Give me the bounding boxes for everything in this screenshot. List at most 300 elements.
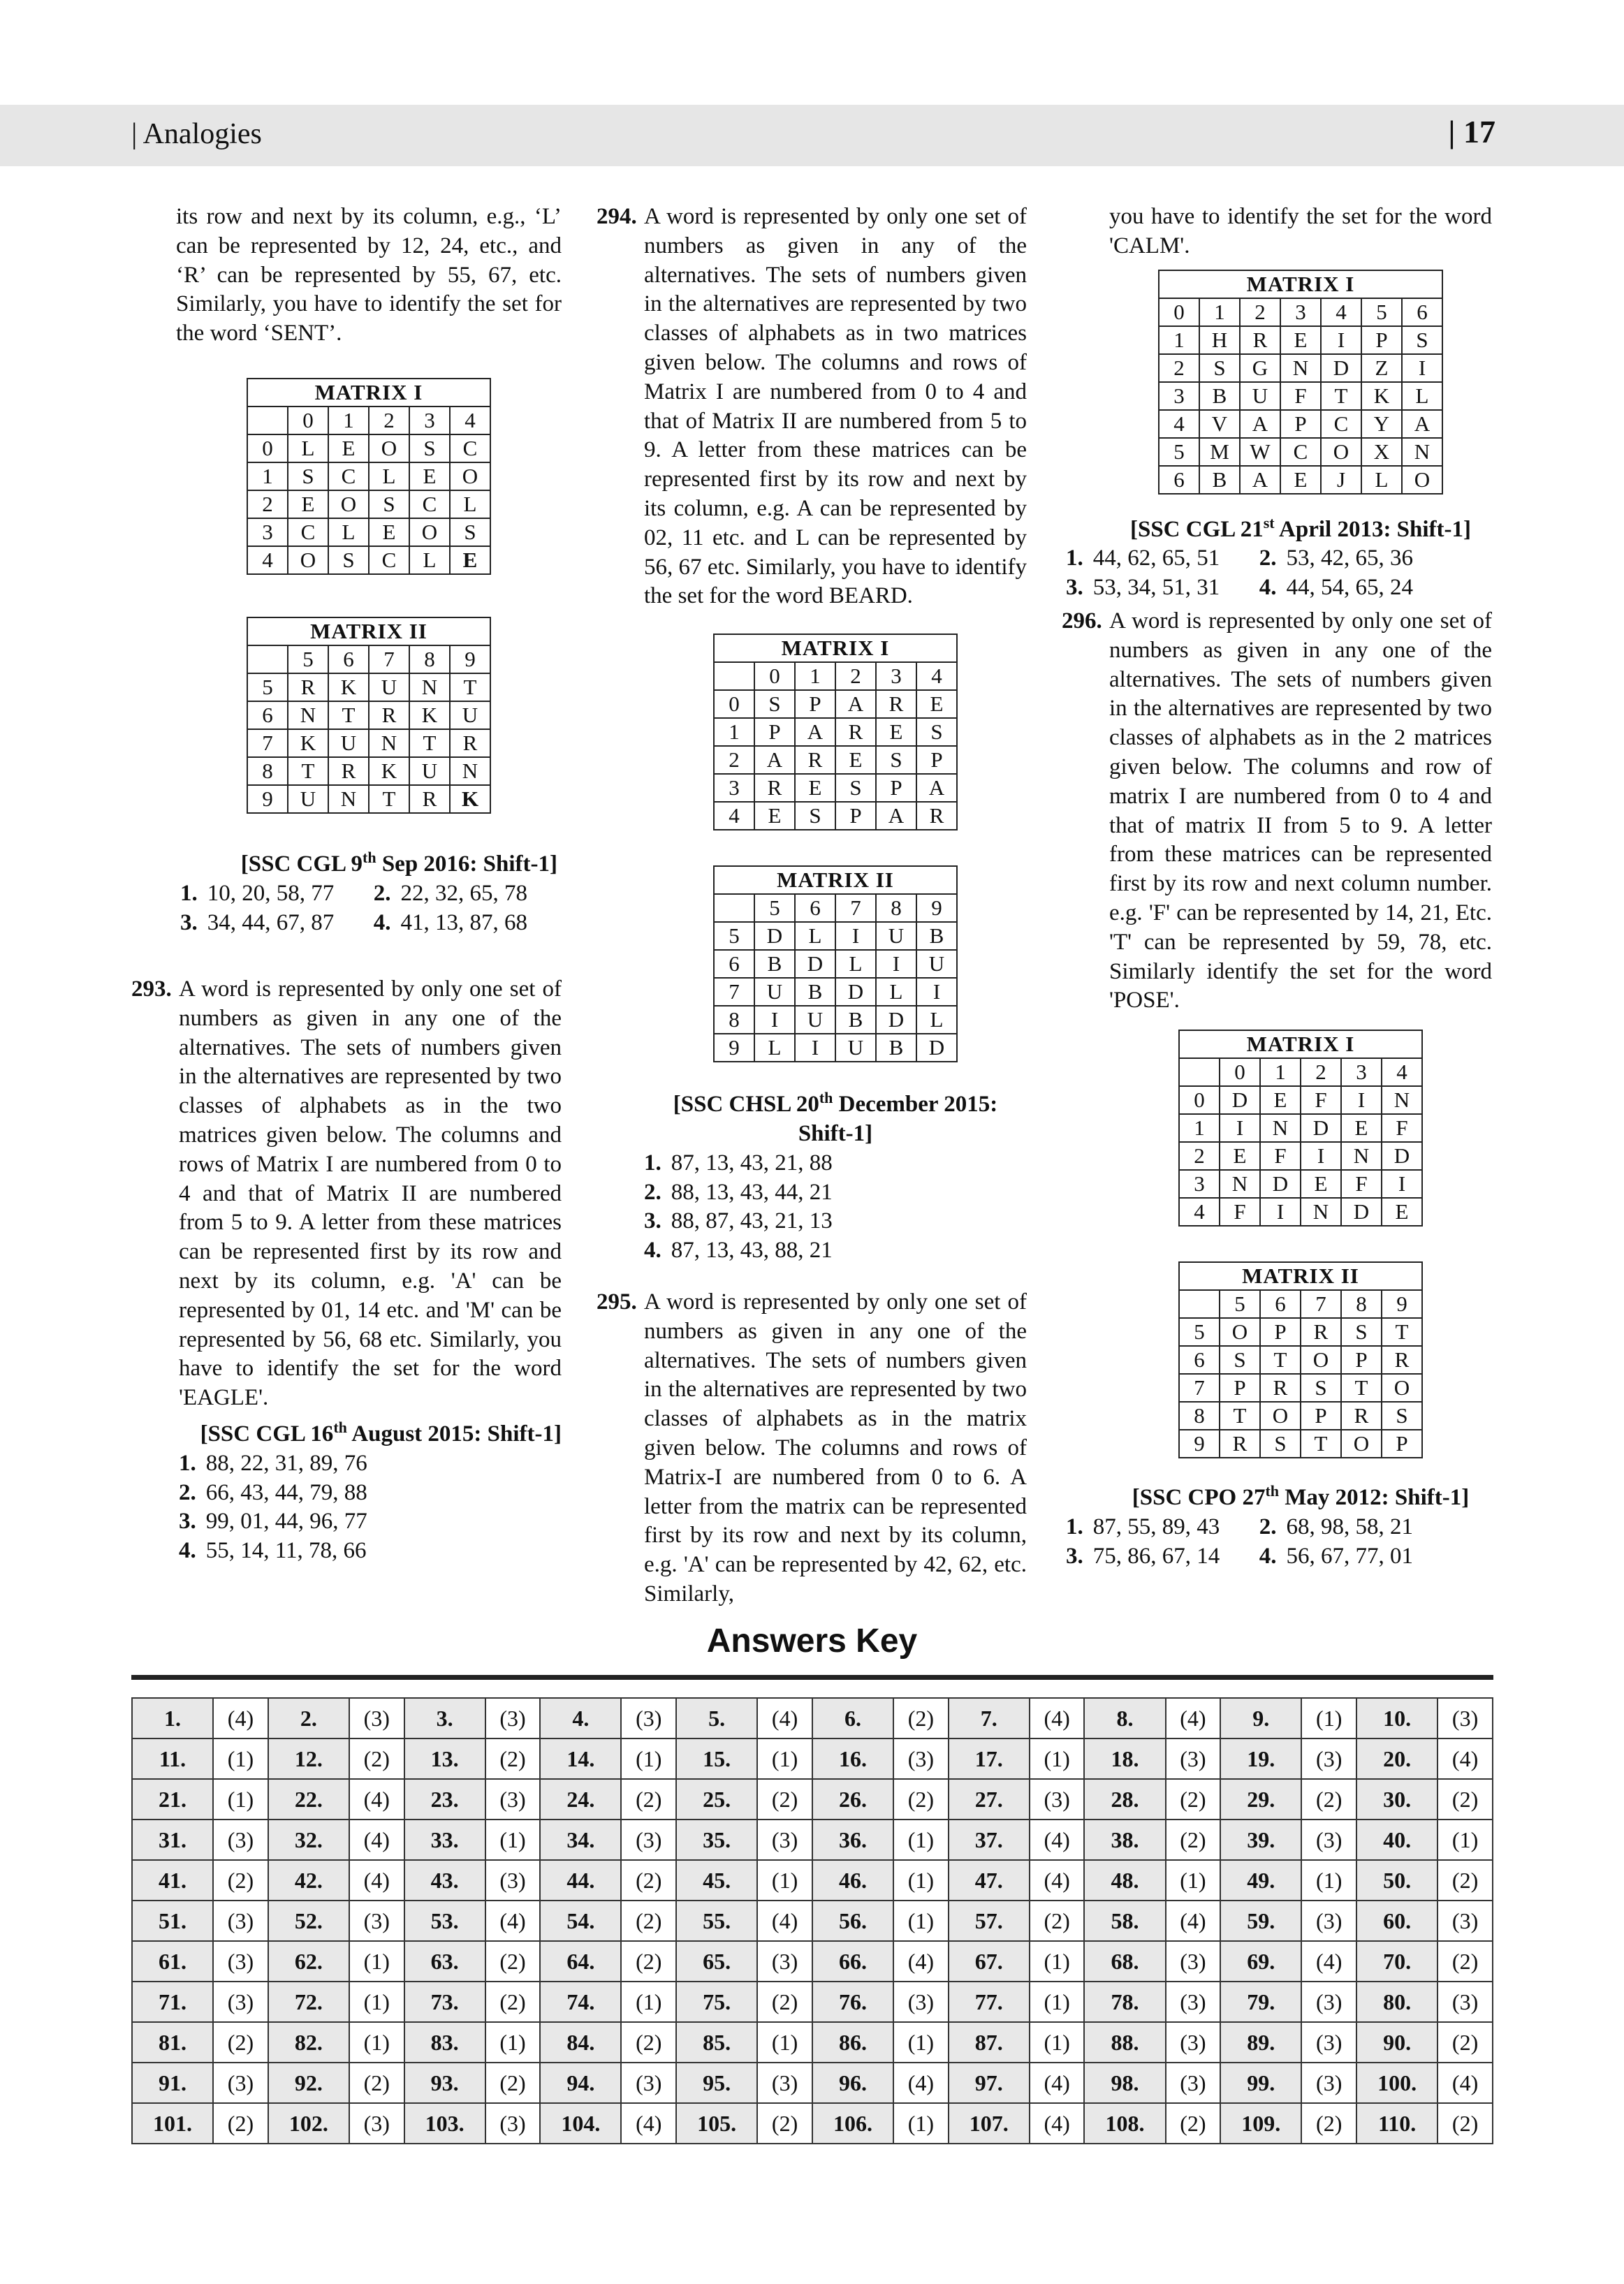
answer-question-number: 25. [676, 1779, 757, 1820]
matrix-cell: O [1260, 1402, 1301, 1430]
matrix-row-label: 0 [714, 690, 754, 718]
option-row [1062, 544, 1492, 573]
matrix-cell: D [1382, 1142, 1422, 1170]
matrix-cell: R [1220, 1430, 1260, 1458]
option-number: 3. [644, 1208, 661, 1234]
matrix-cell: K [1361, 382, 1402, 410]
answer-question-number: 108. [1084, 2103, 1165, 2144]
answer-question-number: 92. [268, 2063, 349, 2103]
q293-source: [SSC CGL 16th August 2015: Shift-1] [200, 1418, 562, 1447]
matrix-cell: P [1341, 1346, 1382, 1374]
matrix-row-label: 8 [714, 1006, 754, 1034]
matrix-cell: P [1280, 410, 1321, 438]
answers-row [132, 1779, 1493, 1820]
matrix-cell: O [1301, 1346, 1341, 1374]
matrix-cell: U [409, 757, 450, 785]
answer-option: (1) [1301, 1698, 1356, 1738]
matrix-cell: S [1341, 1318, 1382, 1346]
answer-option: (4) [757, 1698, 812, 1738]
answer-option: (3) [213, 1982, 268, 2022]
matrix-cell: F [1382, 1114, 1422, 1142]
answer-option: (1) [621, 1982, 676, 2022]
answer-question-number: 46. [812, 1860, 893, 1901]
q295-matrix [1158, 270, 1443, 495]
matrix-col-label: 3 [876, 662, 916, 690]
matrix-cell: N [1402, 438, 1442, 466]
matrix-cell: I [1382, 1170, 1422, 1198]
matrix-row-label: 2 [1179, 1142, 1220, 1170]
answer-question-number: 74. [540, 1982, 621, 2022]
answer-option: (2) [757, 1779, 812, 1820]
matrix-cell: D [1220, 1086, 1260, 1114]
answer-question-number: 80. [1356, 1982, 1438, 2022]
answer-option: (1) [213, 1779, 268, 1820]
matrix-cell: P [1382, 1430, 1422, 1458]
answer-question-number: 68. [1084, 1941, 1165, 1982]
answer-question-number: 17. [949, 1738, 1030, 1779]
matrix-cell: F [1301, 1086, 1341, 1114]
answer-option: (4) [893, 1941, 949, 1982]
option-number: 3. [180, 909, 198, 935]
answer-question-number: 56. [812, 1901, 893, 1941]
matrix-row-label: 7 [1179, 1374, 1220, 1402]
answer-question-number: 16. [812, 1738, 893, 1779]
matrix-row-label: 2 [714, 746, 754, 774]
answer-question-number: 57. [949, 1901, 1030, 1941]
answer-question-number: 95. [676, 2063, 757, 2103]
q293-block [131, 975, 562, 1566]
answer-option: (2) [485, 1941, 541, 1982]
answer-option: (1) [893, 1901, 949, 1941]
matrix-cell: L [328, 518, 369, 546]
answer-option: (2) [621, 1941, 676, 1982]
q292-source: [SSC CGL 9th Sep 2016: Shift-1] [240, 848, 557, 877]
q294-options [644, 1149, 1027, 1266]
answer-option: (2) [1438, 1860, 1493, 1901]
matrix-cell: P [835, 802, 876, 830]
answer-question-number: 93. [404, 2063, 485, 2103]
matrix-col-label: 0 [1220, 1058, 1260, 1086]
matrix-row-label: 3 [1159, 382, 1199, 410]
matrix-cell: A [876, 802, 916, 830]
matrix-col-label: 0 [754, 662, 795, 690]
matrix-row-label: 9 [247, 785, 288, 813]
matrix-row-label: 4 [1159, 410, 1199, 438]
answer-question-number: 75. [676, 1982, 757, 2022]
matrix-corner [247, 407, 288, 434]
matrix-cell: I [1402, 354, 1442, 382]
answer-question-number: 90. [1356, 2022, 1438, 2063]
matrix-cell: R [1382, 1346, 1422, 1374]
matrix-col-label: 8 [409, 645, 450, 673]
answers-row [132, 2022, 1493, 2063]
answer-option: (2) [621, 1901, 676, 1941]
matrix-cell: O [369, 434, 409, 462]
answer-question-number: 72. [268, 1982, 349, 2022]
answer-question-number: 99. [1220, 2063, 1301, 2103]
option-number: 2. [1259, 1514, 1277, 1539]
option-number: 4. [1259, 1543, 1277, 1569]
answer-option: (2) [485, 2063, 541, 2103]
matrix-cell: T [369, 785, 409, 813]
answer-question-number: 30. [1356, 1779, 1438, 1820]
answer-option: (3) [1301, 1738, 1356, 1779]
answer-question-number: 53. [404, 1901, 485, 1941]
answer-option: (4) [1166, 1698, 1221, 1738]
q292-matrix-1 [247, 378, 491, 575]
answer-option: (1) [1030, 1982, 1085, 2022]
matrix-cell: F [1280, 382, 1321, 410]
matrix-cell: S [288, 462, 328, 490]
answer-question-number: 35. [676, 1820, 757, 1860]
matrix-cell: A [835, 690, 876, 718]
option-number: 1. [1066, 1514, 1083, 1539]
option-row [179, 1479, 562, 1508]
matrix-cell: U [754, 978, 795, 1006]
matrix-col-label: 1 [1199, 298, 1240, 326]
matrix-row-label: 8 [247, 757, 288, 785]
option-text: 44, 62, 65, 51 [1092, 546, 1220, 571]
matrix-cell: K [450, 785, 490, 813]
matrix-col-label: 2 [1301, 1058, 1341, 1086]
answer-question-number: 102. [268, 2103, 349, 2144]
answer-option: (3) [213, 1941, 268, 1982]
option-row [179, 1507, 562, 1537]
matrix-cell: W [1240, 438, 1280, 466]
answer-question-number: 87. [949, 2022, 1030, 2063]
answer-question-number: 23. [404, 1779, 485, 1820]
matrix-row-label: 7 [714, 978, 754, 1006]
matrix-corner [1179, 1058, 1220, 1086]
matrix-cell: T [1220, 1402, 1260, 1430]
answers-row [132, 1901, 1493, 1941]
matrix-cell: P [1301, 1402, 1341, 1430]
matrix-cell: N [450, 757, 490, 785]
answer-option: (1) [1166, 1860, 1221, 1901]
answer-option: (1) [1030, 1738, 1085, 1779]
matrix-cell: S [835, 774, 876, 802]
answer-question-number: 22. [268, 1779, 349, 1820]
answer-question-number: 19. [1220, 1738, 1301, 1779]
matrix-cell: T [328, 701, 369, 729]
matrix-col-label: 3 [1280, 298, 1321, 326]
option-row [644, 1207, 1027, 1236]
matrix-cell: E [916, 690, 957, 718]
matrix-cell: E [409, 462, 450, 490]
answers-row [132, 1982, 1493, 2022]
matrix-cell: T [450, 673, 490, 701]
answer-option: (4) [1438, 1738, 1493, 1779]
q294-source: [SSC CHSL 20th December 2015: Shift-1] [673, 1089, 998, 1146]
matrix-cell: L [835, 950, 876, 978]
matrix-cell: F [1260, 1142, 1301, 1170]
option-text: 41, 13, 87, 68 [400, 909, 527, 935]
option-text: 66, 43, 44, 79, 88 [205, 1479, 367, 1505]
answer-option: (4) [1438, 2063, 1493, 2103]
q295-number: 295. [597, 1289, 637, 1315]
matrix-cell: T [288, 757, 328, 785]
matrix-cell: D [916, 1034, 957, 1062]
matrix-row-label: 6 [1159, 466, 1199, 494]
answer-option: (2) [1438, 1941, 1493, 1982]
q296-options [1062, 1513, 1492, 1572]
matrix-title: MATRIX I [714, 634, 957, 662]
answer-option: (2) [1438, 2103, 1493, 2144]
matrix-cell: S [876, 746, 916, 774]
answer-question-number: 83. [404, 2022, 485, 2063]
answer-option: (1) [757, 1738, 812, 1779]
matrix-title: MATRIX II [1179, 1262, 1422, 1290]
matrix-cell: R [754, 774, 795, 802]
matrix-row-label: 3 [247, 518, 288, 546]
option-number: 1. [1066, 546, 1083, 571]
matrix-col-label: 1 [795, 662, 835, 690]
answer-option: (3) [757, 1941, 812, 1982]
matrix-cell: K [369, 757, 409, 785]
answers-row [132, 1941, 1493, 1982]
answer-question-number: 12. [268, 1738, 349, 1779]
matrix-cell: I [1301, 1142, 1341, 1170]
matrix-col-label: 4 [1321, 298, 1361, 326]
matrix-cell: N [1260, 1114, 1301, 1142]
q294-text: A word is represented by only one set of numbers as given in any of the alternatives. The sets of numbers given in the alternatives are represented by two classes of alphabets as in two matrices given below. The columns and rows of Matrix I are numbered from 0 to 4 and that of Matrix II are numbered from 5 to 9. A letter from these matrices can be represented first by its row and next by its column, e.g. A can be represented by 02, 11 etc. and L can be represented by 56, 67 etc. Similarly, you have to identify the set for the word BEARD. [644, 204, 1027, 609]
matrix-col-label: 5 [1220, 1290, 1260, 1318]
matrix-cell: J [1321, 466, 1361, 494]
q294-matrix-2 [713, 865, 958, 1062]
matrix-col-label: 0 [1159, 298, 1199, 326]
answer-option: (2) [1166, 1779, 1221, 1820]
matrix-cell: R [1341, 1402, 1382, 1430]
answer-question-number: 1. [132, 1698, 213, 1738]
answers-row [132, 1738, 1493, 1779]
matrix-cell: E [1280, 326, 1321, 354]
answer-question-number: 11. [132, 1738, 213, 1779]
matrix-col-label: 4 [916, 662, 957, 690]
matrix-cell: S [1220, 1346, 1260, 1374]
answer-option: (2) [1166, 2103, 1221, 2144]
answer-option: (3) [1166, 1941, 1221, 1982]
option-row [176, 879, 562, 909]
answer-question-number: 37. [949, 1820, 1030, 1860]
option-number: 2. [179, 1479, 196, 1505]
answer-option: (3) [1301, 1982, 1356, 2022]
matrix-cell: O [328, 490, 369, 518]
q295-options [1062, 544, 1492, 603]
option-number: 1. [180, 880, 198, 906]
matrix-row-label: 2 [1159, 354, 1199, 382]
answer-question-number: 6. [812, 1698, 893, 1738]
answer-question-number: 69. [1220, 1941, 1301, 1982]
answer-option: (1) [893, 2022, 949, 2063]
answer-question-number: 66. [812, 1941, 893, 1982]
answer-option: (1) [893, 1820, 949, 1860]
option-number: 3. [179, 1509, 196, 1535]
matrix-cell: B [876, 1034, 916, 1062]
answer-question-number: 106. [812, 2103, 893, 2144]
matrix-cell: R [1301, 1318, 1341, 1346]
answer-option: (2) [1438, 2022, 1493, 2063]
matrix-cell: U [1240, 382, 1280, 410]
answer-option: (3) [621, 2063, 676, 2103]
matrix-cell: O [1341, 1430, 1382, 1458]
matrix-cell: E [1341, 1114, 1382, 1142]
answer-option: (3) [349, 2103, 404, 2144]
matrix-cell: C [369, 546, 409, 574]
answer-question-number: 79. [1220, 1982, 1301, 2022]
answer-question-number: 10. [1356, 1698, 1438, 1738]
answer-question-number: 94. [540, 2063, 621, 2103]
answer-question-number: 82. [268, 2022, 349, 2063]
answer-question-number: 89. [1220, 2022, 1301, 2063]
answer-question-number: 29. [1220, 1779, 1301, 1820]
answer-question-number: 73. [404, 1982, 485, 2022]
matrix-cell: A [1402, 410, 1442, 438]
answer-option: (3) [1301, 2022, 1356, 2063]
matrix-cell: E [328, 434, 369, 462]
q293-text: A word is represented by only one set of numbers as given in any one of the alternatives. The sets of numbers given in the alternatives are represented by two classes of alphabets as in the two matrices given below. The columns and rows of Matrix I are numbered from 0 to 4 and that of Matrix II are numbered from 5 to 9. A letter from these matrices can be represented first by its row and next by its column, e.g. 'A' can be represented by 01, 14 etc. and 'M' can be represented by 56, 68 etc. Similarly, you have to identify the set for the word 'EAGLE'. [179, 976, 562, 1411]
option-number: 2. [373, 880, 391, 906]
answer-question-number: 20. [1356, 1738, 1438, 1779]
matrix-cell: L [795, 922, 835, 950]
answer-question-number: 32. [268, 1820, 349, 1860]
answer-question-number: 77. [949, 1982, 1030, 2022]
answer-question-number: 100. [1356, 2063, 1438, 2103]
matrix-cell: I [876, 950, 916, 978]
matrix-col-label: 2 [835, 662, 876, 690]
answer-question-number: 31. [132, 1820, 213, 1860]
matrix-col-label: 4 [1382, 1058, 1422, 1086]
answer-option: (2) [485, 1738, 541, 1779]
answer-question-number: 110. [1356, 2103, 1438, 2144]
answer-question-number: 34. [540, 1820, 621, 1860]
answer-question-number: 41. [132, 1860, 213, 1901]
option-number: 2. [1259, 546, 1277, 571]
answer-question-number: 98. [1084, 2063, 1165, 2103]
matrix-cell: T [1260, 1346, 1301, 1374]
matrix-cell: G [1240, 354, 1280, 382]
q295-block [597, 1288, 1027, 1609]
answer-option: (4) [1030, 1698, 1085, 1738]
matrix-cell: B [835, 1006, 876, 1034]
answer-question-number: 13. [404, 1738, 485, 1779]
answer-option: (2) [349, 1738, 404, 1779]
matrix-cell: U [916, 950, 957, 978]
answer-option: (1) [621, 1738, 676, 1779]
answer-option: (3) [757, 2063, 812, 2103]
answer-option: (1) [485, 2022, 541, 2063]
matrix-cell: E [754, 802, 795, 830]
answer-option: (3) [1030, 1779, 1085, 1820]
answer-question-number: 71. [132, 1982, 213, 2022]
matrix-cell: D [1341, 1198, 1382, 1226]
answer-question-number: 51. [132, 1901, 213, 1941]
answer-question-number: 40. [1356, 1820, 1438, 1860]
answer-option: (4) [1030, 1820, 1085, 1860]
matrix-cell: O [1321, 438, 1361, 466]
option-row [179, 1449, 562, 1479]
matrix-cell: C [1280, 438, 1321, 466]
answer-option: (4) [621, 2103, 676, 2144]
matrix-cell: O [1220, 1318, 1260, 1346]
matrix-cell: S [1199, 354, 1240, 382]
matrix-cell: F [1220, 1198, 1260, 1226]
option-row [1062, 1542, 1492, 1572]
answer-option: (3) [1301, 1901, 1356, 1941]
matrix-cell: R [835, 718, 876, 746]
answer-question-number: 107. [949, 2103, 1030, 2144]
section-title: | Analogies [131, 118, 262, 150]
matrix-title: MATRIX II [247, 617, 490, 645]
option-row [176, 909, 562, 938]
answer-option: (2) [757, 1982, 812, 2022]
matrix-cell: I [1260, 1198, 1301, 1226]
page-number: | 17 [1448, 114, 1495, 149]
answer-question-number: 55. [676, 1901, 757, 1941]
answer-option: (2) [1301, 1779, 1356, 1820]
answer-option: (2) [621, 1860, 676, 1901]
answer-question-number: 48. [1084, 1860, 1165, 1901]
option-text: 75, 86, 67, 14 [1092, 1543, 1220, 1569]
matrix-cell: L [754, 1034, 795, 1062]
answer-option: (2) [1438, 1779, 1493, 1820]
q296-matrix-2 [1178, 1261, 1423, 1458]
option-text: 22, 32, 65, 78 [400, 880, 527, 906]
matrix-title: MATRIX I [1159, 270, 1442, 298]
matrix-cell: D [754, 922, 795, 950]
matrix-cell: X [1361, 438, 1402, 466]
answer-question-number: 36. [812, 1820, 893, 1860]
q294-block [597, 203, 1027, 1266]
q294-number: 294. [597, 204, 637, 229]
option-text: 87, 13, 43, 88, 21 [671, 1238, 833, 1264]
q296-source: [SSC CPO 27th May 2012: Shift-1] [1132, 1482, 1470, 1511]
matrix-cell: R [450, 729, 490, 757]
q293-number: 293. [131, 976, 172, 1002]
answer-option: (3) [1166, 2022, 1221, 2063]
answer-question-number: 76. [812, 1982, 893, 2022]
matrix-row-label: 1 [1159, 326, 1199, 354]
matrix-col-label: 1 [1260, 1058, 1301, 1086]
answer-option: (3) [893, 1738, 949, 1779]
option-text: 88, 13, 43, 44, 21 [671, 1179, 833, 1205]
matrix-cell: B [1199, 466, 1240, 494]
matrix-cell: R [409, 785, 450, 813]
answer-option: (3) [213, 1901, 268, 1941]
matrix-cell: S [328, 546, 369, 574]
matrix-cell: E [835, 746, 876, 774]
option-text: 10, 20, 58, 77 [207, 880, 335, 906]
matrix-cell: P [916, 746, 957, 774]
option-row [644, 1149, 1027, 1178]
answers-row [132, 1820, 1493, 1860]
q296-number: 296. [1062, 608, 1102, 634]
matrix-cell: O [288, 546, 328, 574]
answer-option: (3) [893, 1982, 949, 2022]
answer-option: (3) [1301, 2063, 1356, 2103]
matrix-row-label: 5 [1159, 438, 1199, 466]
answer-question-number: 58. [1084, 1901, 1165, 1941]
matrix-cell: T [1382, 1318, 1422, 1346]
answer-question-number: 50. [1356, 1860, 1438, 1901]
answer-option: (1) [893, 1860, 949, 1901]
matrix-row-label: 3 [1179, 1170, 1220, 1198]
matrix-row-label: 5 [1179, 1318, 1220, 1346]
matrix-row-label: 5 [247, 673, 288, 701]
answer-option: (3) [1301, 1820, 1356, 1860]
answer-option: (2) [1030, 1901, 1085, 1941]
option-row [644, 1236, 1027, 1266]
answer-option: (3) [213, 1820, 268, 1860]
